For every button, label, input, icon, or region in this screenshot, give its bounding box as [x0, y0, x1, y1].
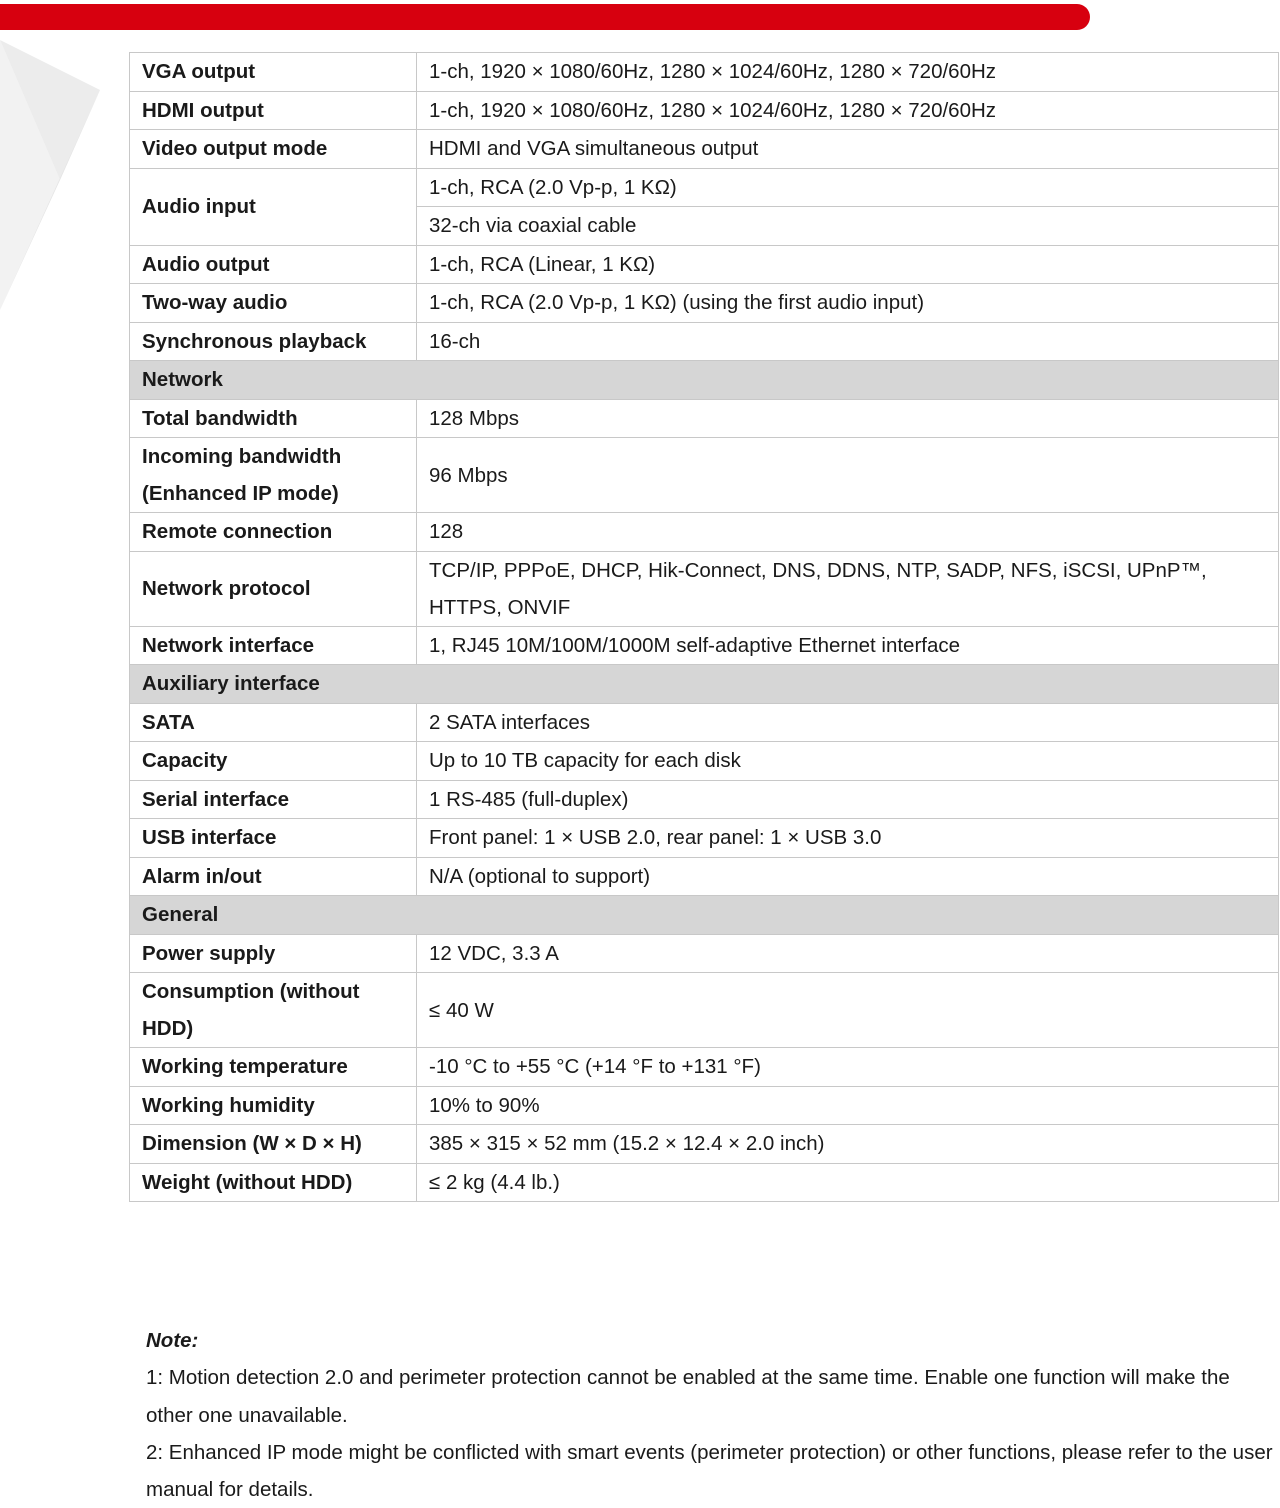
spec-label: VGA output: [130, 53, 417, 92]
spec-value: 16-ch: [417, 322, 1279, 361]
spec-value: 12 VDC, 3.3 A: [417, 934, 1279, 973]
spec-label: Two-way audio: [130, 284, 417, 323]
spec-label: Audio output: [130, 245, 417, 284]
table-row: [130, 399, 1279, 438]
spec-label: Total bandwidth: [130, 399, 417, 438]
spec-label: HDMI output: [130, 91, 417, 130]
note-title: Note:: [146, 1329, 199, 1352]
spec-label: Working humidity: [130, 1086, 417, 1125]
spec-value: 1-ch, RCA (Linear, 1 KΩ): [417, 245, 1279, 284]
spec-value: 1-ch, 1920 × 1080/60Hz, 1280 × 1024/60Hz, 1280 × 720/60Hz: [417, 53, 1279, 92]
table-row: [130, 857, 1279, 896]
note-item: 1: Motion detection 2.0 and perimeter protection cannot be enabled at the same time. Enable one function will make the other one unavailable.: [146, 1366, 1230, 1427]
table-row: [130, 1163, 1279, 1202]
spec-label: Power supply: [130, 934, 417, 973]
note-item: 2: Enhanced IP mode might be conflicted with smart events (perimeter protection) or other functions, please refer to the user manual for details.: [146, 1440, 1273, 1502]
logo-watermark-graphic: [0, 30, 130, 330]
spec-label: Dimension (W × D × H): [130, 1125, 417, 1164]
spec-label: Incoming bandwidth (Enhanced IP mode): [130, 438, 417, 513]
spec-label: Weight (without HDD): [130, 1163, 417, 1202]
spec-label: Consumption (without HDD): [130, 973, 417, 1048]
spec-label: Video output mode: [130, 130, 417, 169]
section-title: General: [130, 896, 1279, 935]
spec-value: 96 Mbps: [417, 438, 1279, 513]
spec-label: Alarm in/out: [130, 857, 417, 896]
spec-value: 128: [417, 513, 1279, 552]
table-row: [130, 551, 1279, 626]
section-title: Auxiliary interface: [130, 665, 1279, 704]
spec-value: TCP/IP, PPPoE, DHCP, Hik-Connect, DNS, DDNS, NTP, SADP, NFS, iSCSI, UPnP™, HTTPS, ONVIF: [417, 551, 1279, 626]
spec-label: SATA: [130, 703, 417, 742]
spec-label: Synchronous playback: [130, 322, 417, 361]
table-row: [130, 53, 1279, 92]
spec-label: Capacity: [130, 742, 417, 781]
table-row: [130, 513, 1279, 552]
spec-value: 385 × 315 × 52 mm (15.2 × 12.4 × 2.0 inch): [417, 1125, 1279, 1164]
note-block: [146, 1322, 1276, 1508]
spec-label: Network protocol: [130, 551, 417, 626]
table-row: [130, 322, 1279, 361]
section-header-row: [130, 665, 1279, 704]
table-row: [130, 130, 1279, 169]
spec-label: Network interface: [130, 626, 417, 665]
table-row: [130, 973, 1279, 1048]
table-row: [130, 703, 1279, 742]
spec-value: 1-ch, 1920 × 1080/60Hz, 1280 × 1024/60Hz, 1280 × 720/60Hz: [417, 91, 1279, 130]
spec-label: USB interface: [130, 819, 417, 858]
spec-value: N/A (optional to support): [417, 857, 1279, 896]
section-title: Network: [130, 361, 1279, 400]
spec-value: 10% to 90%: [417, 1086, 1279, 1125]
spec-value: Front panel: 1 × USB 2.0, rear panel: 1 × USB 3.0: [417, 819, 1279, 858]
spec-value: 1-ch, RCA (2.0 Vp-p, 1 KΩ): [417, 168, 1279, 207]
spec-value: HDMI and VGA simultaneous output: [417, 130, 1279, 169]
table-row: [130, 1048, 1279, 1087]
table-row: [130, 438, 1279, 513]
table-row: [130, 91, 1279, 130]
spec-value: -10 °C to +55 °C (+14 °F to +131 °F): [417, 1048, 1279, 1087]
table-row: [130, 742, 1279, 781]
section-header-row: [130, 361, 1279, 400]
header-accent-bar: [0, 4, 1090, 30]
spec-table: [129, 52, 1279, 1202]
table-row: [130, 168, 1279, 207]
spec-value: ≤ 2 kg (4.4 lb.): [417, 1163, 1279, 1202]
spec-table-body: [130, 53, 1279, 1202]
spec-label: Serial interface: [130, 780, 417, 819]
spec-value: 1-ch, RCA (2.0 Vp-p, 1 KΩ) (using the first audio input): [417, 284, 1279, 323]
table-row: [130, 934, 1279, 973]
spec-value: 1, RJ45 10M/100M/1000M self-adaptive Ethernet interface: [417, 626, 1279, 665]
table-row: [130, 780, 1279, 819]
table-row: [130, 245, 1279, 284]
spec-value: 1 RS-485 (full-duplex): [417, 780, 1279, 819]
spec-label: Working temperature: [130, 1048, 417, 1087]
table-row: [130, 1086, 1279, 1125]
table-row: [130, 284, 1279, 323]
section-header-row: [130, 896, 1279, 935]
spec-label: Remote connection: [130, 513, 417, 552]
spec-value: ≤ 40 W: [417, 973, 1279, 1048]
spec-value: 2 SATA interfaces: [417, 703, 1279, 742]
table-row: [130, 1125, 1279, 1164]
spec-value: 32-ch via coaxial cable: [417, 207, 1279, 246]
table-row: [130, 819, 1279, 858]
spec-value: Up to 10 TB capacity for each disk: [417, 742, 1279, 781]
table-row: [130, 626, 1279, 665]
spec-value: 128 Mbps: [417, 399, 1279, 438]
spec-label: Audio input: [130, 168, 417, 245]
